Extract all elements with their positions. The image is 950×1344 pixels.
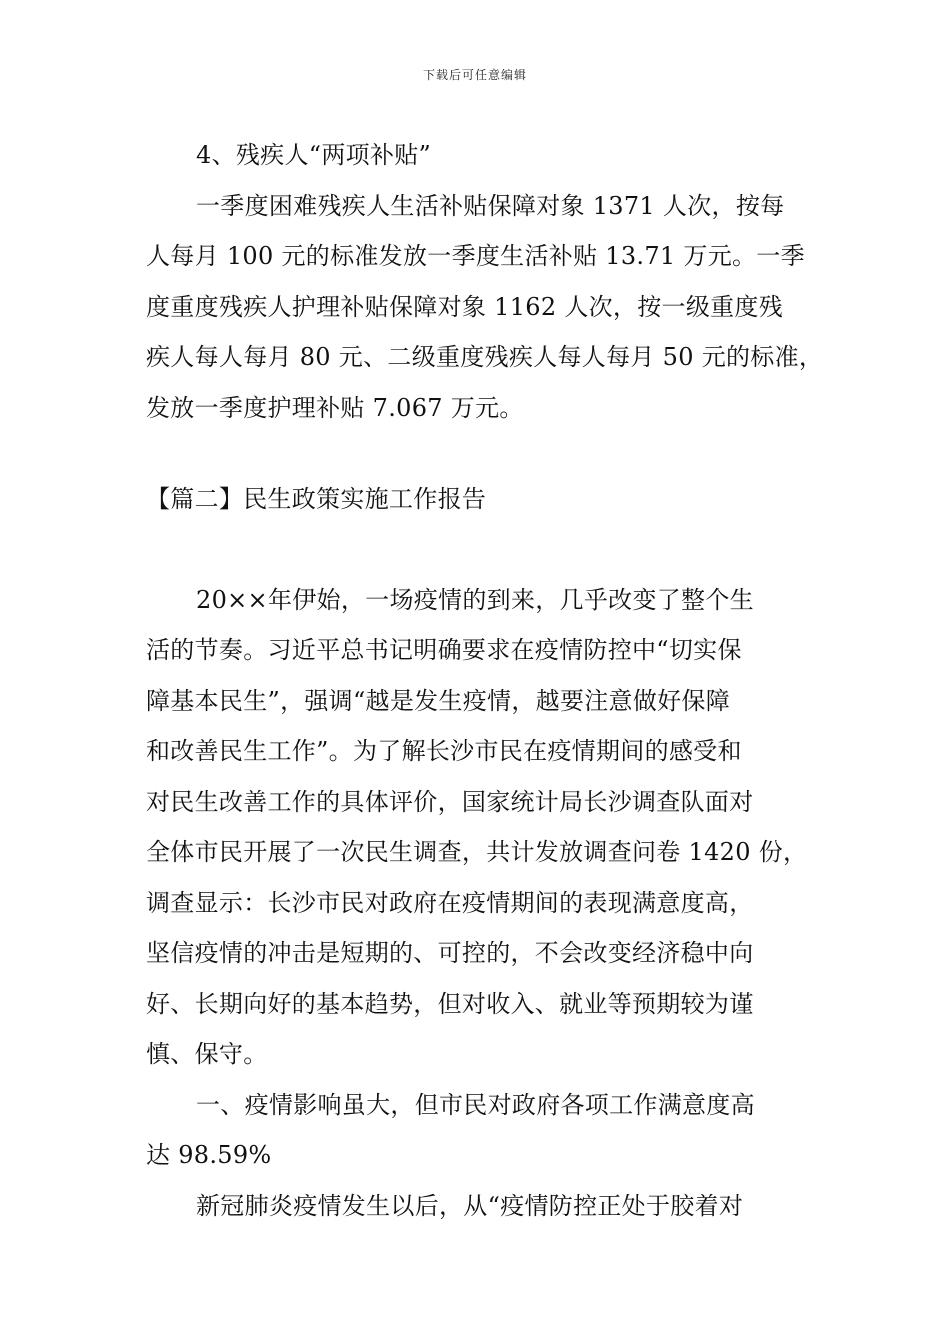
paragraph-line: 活的节奏。习近平总书记明确要求在疫情防控中“切实保: [146, 636, 742, 664]
section-heading: 4、残疾人“两项补贴”: [196, 141, 432, 169]
paragraph-line: 全体市民开展了一次民生调查，共计发放调查问卷 1420 份，: [146, 838, 808, 866]
page-header: 下载后可任意编辑: [422, 68, 527, 82]
paragraph-line: 20××年伊始，一场疫情的到来，几乎改变了整个生: [196, 585, 754, 614]
paragraph-line: 发放一季度护理补贴 7.067 万元。: [146, 393, 524, 422]
paragraph-line: 障基本民生”，强调“越是发生疫情，越要注意做好保障: [146, 686, 731, 715]
subheading-line: 达 98.59%: [146, 1141, 272, 1169]
paragraph-line: 疾人每人每月 80 元、二级重度残疾人每人每月 50 元的标准，: [146, 343, 824, 371]
paragraph-line: 调查显示：长沙市民对政府在疫情期间的表现满意度高，: [146, 888, 754, 917]
paragraph-line: 慎、保守。: [146, 1040, 268, 1068]
paragraph-line: 坚信疫情的冲击是短期的、可控的，不会改变经济稳中向: [146, 939, 754, 967]
spacer: [146, 433, 806, 474]
paragraph-line: 和改善民生工作”。为了解长沙市民在疫情期间的感受和: [146, 737, 742, 765]
paragraph-line: 好、长期向好的基本趋势，但对收入、就业等预期较为谨: [146, 989, 754, 1018]
paragraph-line: 人每月 100 元的标准发放一季度生活补贴 13.71 万元。一季: [146, 242, 805, 270]
paragraph-line: 对民生改善工作的具体评价，国家统计局长沙调查队面对: [146, 787, 754, 816]
spacer: [146, 525, 806, 575]
document-body: [146, 130, 824, 1231]
subheading-line: 一、疫情影响虽大，但市民对政府各项工作满意度高: [196, 1090, 755, 1119]
paragraph-line: 度重度残疾人护理补贴保障对象 1162 人次，按一级重度残: [146, 292, 784, 321]
section-title: 【篇二】民生政策实施工作报告: [146, 485, 487, 513]
paragraph-line: 新冠肺炎疫情发生以后，从“疫情防控正处于胶着对: [196, 1191, 744, 1220]
paragraph-line: 一季度困难残疾人生活补贴保障对象 1371 人次，按每: [196, 191, 785, 220]
